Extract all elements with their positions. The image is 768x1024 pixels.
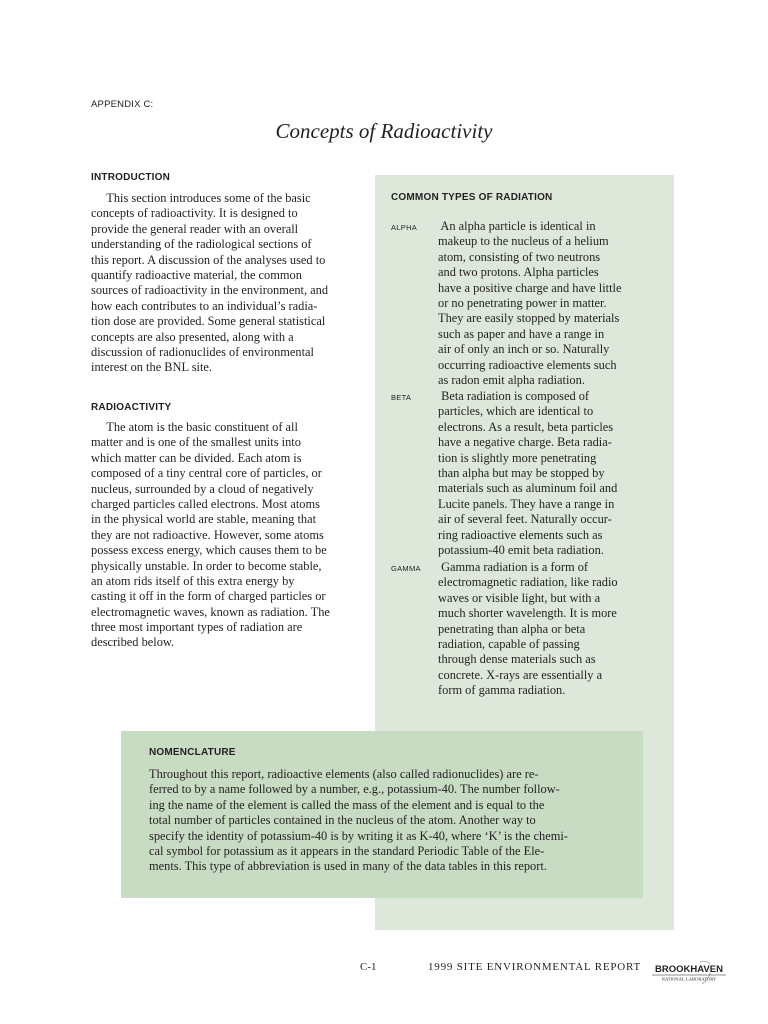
radiation-types-heading: COMMON TYPES OF RADIATION	[391, 192, 553, 203]
gamma-description	[438, 560, 648, 699]
text-line: charged particles called electrons. Most atoms	[91, 496, 320, 511]
text-line: much shorter wavelength. It is more	[438, 606, 617, 621]
text-line: electrons. As a result, beta particles	[438, 419, 614, 434]
text-line: This section introduces some of the basic	[91, 191, 311, 205]
text-line: or no penetrating power in matter.	[438, 295, 607, 310]
text-line: concepts are also presented, along with a	[91, 329, 294, 344]
appendix-label: APPENDIX C:	[91, 99, 154, 110]
text-line: possess excess energy, which causes them to be	[91, 543, 327, 558]
beta-label: BETA	[391, 393, 412, 402]
text-line: such as paper and have a range in	[438, 326, 605, 341]
text-line: through dense materials such as	[438, 652, 596, 667]
page-title: Concepts of Radioactivity	[275, 119, 493, 143]
text-line: total number of particles contained in the nucleus of the atom. Another way to	[149, 813, 536, 828]
alpha-label: ALPHA	[391, 223, 418, 232]
text-line: they are not radioactive. However, some atoms	[91, 527, 324, 542]
text-line: understanding of the radiological sections of	[91, 237, 312, 252]
text-line: ferred to by a name followed by a number, e.g., potassium-40. The number follow-	[149, 782, 560, 797]
text-line: Beta radiation is composed of	[438, 389, 590, 403]
text-line: electromagnetic radiation, like radio	[438, 575, 618, 590]
text-line: form of gamma radiation.	[438, 683, 566, 698]
brookhaven-logo	[650, 960, 728, 986]
text-line: ments. This type of abbreviation is used in many of the data tables in this report.	[149, 859, 547, 874]
text-line: which matter can be divided. Each atom is	[91, 450, 302, 465]
text-line: composed of a tiny central core of particles, or	[91, 466, 322, 481]
text-line: particles, which are identical to	[438, 404, 594, 419]
nomenclature-body	[149, 767, 619, 875]
text-line: and two protons. Alpha particles	[438, 265, 599, 280]
text-line: have a positive charge and have little	[438, 280, 622, 295]
text-line: cal symbol for potassium as it appears in the standard Periodic Table of the Ele-	[149, 843, 545, 858]
text-line: radiation, capable of passing	[438, 636, 580, 651]
text-line: nucleus, surrounded by a cloud of negatively	[91, 481, 314, 496]
text-line: waves or visible light, but with a	[438, 590, 601, 605]
text-line: The atom is the basic constituent of all	[91, 420, 298, 434]
radioactivity-heading: RADIOACTIVITY	[91, 402, 172, 413]
gamma-label: GAMMA	[391, 564, 421, 573]
text-line: ring radioactive elements such as	[438, 527, 603, 542]
text-line: ing the name of the element is called the mass of the element and is equal to the	[149, 797, 545, 812]
text-line: penetrating than alpha or beta	[438, 621, 586, 636]
text-line: sources of radioactivity in the environment, and	[91, 283, 329, 298]
beta-description	[438, 389, 648, 558]
text-line: Lucite panels. They have a range in	[438, 496, 615, 511]
radioactivity-body	[91, 420, 366, 651]
text-line: concrete. X-rays are essentially a	[438, 667, 603, 682]
text-line: discussion of radionuclides of environmental	[91, 344, 314, 359]
text-line: electromagnetic waves, known as radiation. The	[91, 604, 330, 619]
text-line: They are easily stopped by materials	[438, 311, 620, 326]
logo-text: BROOKHAVEN	[655, 964, 723, 975]
text-line: air of several feet. Naturally occur-	[438, 512, 612, 527]
text-line: three most important types of radiation are	[91, 620, 303, 635]
text-line: provide the general reader with an overall	[91, 221, 299, 236]
introduction-heading: INTRODUCTION	[91, 172, 171, 183]
text-line: have a negative charge. Beta radia-	[438, 435, 612, 450]
text-line: physically unstable. In order to become stable,	[91, 558, 322, 573]
text-line: described below.	[91, 635, 175, 650]
text-line: potassium-40 emit beta radiation.	[438, 542, 604, 557]
text-line: as radon emit alpha radiation.	[438, 372, 585, 387]
text-line: how each contributes to an individual’s radia-	[91, 298, 318, 313]
text-line: matter and is one of the smallest units into	[91, 435, 301, 450]
page-number: C-1	[360, 961, 377, 973]
logo-subtext: NATIONAL LABORATORY	[661, 976, 717, 982]
text-line: An alpha particle is identical in	[438, 219, 596, 233]
text-line: occurring radioactive elements such	[438, 357, 617, 372]
text-line: interest on the BNL site.	[91, 360, 213, 375]
text-line: tion is slightly more penetrating	[438, 450, 597, 465]
text-line: Gamma radiation is a form of	[438, 560, 589, 574]
text-line: casting it off in the form of charged particles or	[91, 589, 326, 604]
text-line: Throughout this report, radioactive elements (also called radionuclides) are re-	[149, 767, 539, 781]
text-line: makeup to the nucleus of a helium	[438, 234, 609, 249]
report-title: 1999 SITE ENVIRONMENTAL REPORT	[428, 961, 642, 973]
text-line: concepts of radioactivity. It is designed to	[91, 206, 298, 221]
text-line: tion dose are provided. Some general statistical	[91, 314, 326, 329]
text-line: materials such as aluminum foil and	[438, 481, 618, 496]
text-line: atom, consisting of two neutrons	[438, 249, 601, 264]
text-line: than alpha but may be stopped by	[438, 465, 605, 480]
introduction-body	[91, 191, 366, 376]
nomenclature-heading: NOMENCLATURE	[149, 747, 236, 758]
text-line: specify the identity of potassium-40 is by writing it as K-40, where ‘K’ is the chemi-	[149, 828, 568, 843]
text-line: an atom rids itself of this extra energy by	[91, 573, 295, 588]
text-line: quantify radioactive material, the common	[91, 267, 302, 282]
text-line: in the physical world are stable, meaning that	[91, 512, 317, 527]
alpha-description	[438, 219, 648, 388]
text-line: this report. A discussion of the analyses used to	[91, 252, 326, 267]
text-line: air of only an inch or so. Naturally	[438, 342, 610, 357]
